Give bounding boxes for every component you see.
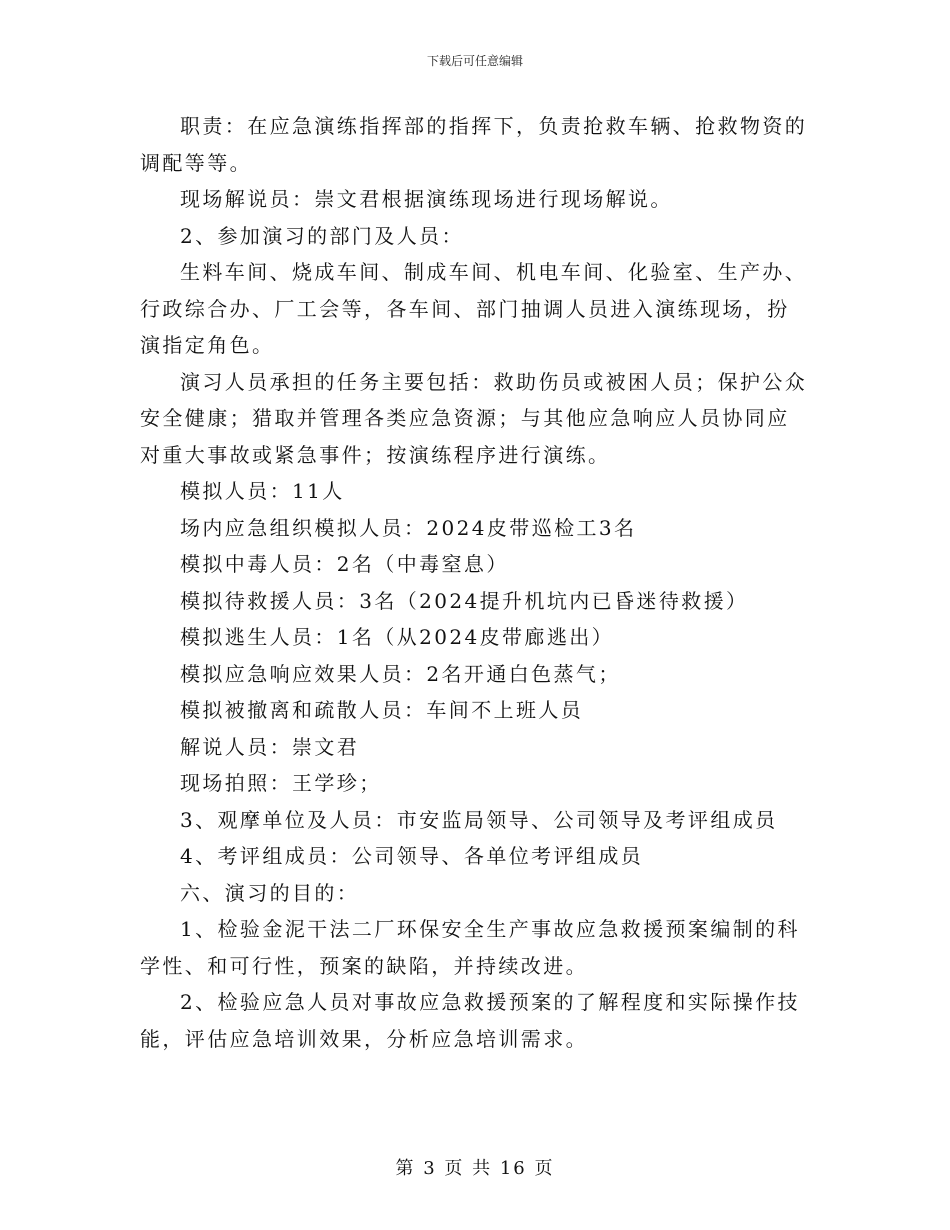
- paragraph-departments: 生料车间、烧成车间、制成车间、机电车间、化验室、生产办、行政综合办、厂工会等，各车间、部门抽调人员进入演练现场，扮演指定角色。: [140, 260, 808, 357]
- document-body: [140, 108, 808, 1057]
- paragraph-escape: 模拟逃生人员：1名（从2024皮带廊逃出）: [180, 625, 615, 649]
- paragraph-poisoned: 模拟中毒人员：2名（中毒窒息）: [180, 552, 509, 576]
- paragraph-observers: 3、观摩单位及人员：市安监局领导、公司领导及考评组成员: [180, 807, 778, 832]
- paragraph-tasks: 演习人员承担的任务主要包括：救助伤员或被困人员；保护公众安全健康；猎取并管理各类应急资源；与其他应急响应人员协同应对重大事故或紧急事件；按演练程序进行演练。: [140, 369, 808, 467]
- paragraph-onsite-simulation: 场内应急组织模拟人员：2024皮带巡检工3名: [180, 515, 637, 540]
- paragraph-awaiting-rescue: 模拟待救援人员：3名（2024提升机坑内已昏迷待救援）: [180, 588, 749, 613]
- paragraph-evacuation: 模拟被撤离和疏散人员：车间不上班人员: [180, 698, 584, 722]
- paragraph-evaluators: 4、考评组成员：公司领导、各单位考评组成员: [180, 844, 644, 868]
- paragraph-purpose-2: 2、检验应急人员对事故应急救援预案的了解程度和实际操作技能，评估应急培训效果，分析应急培训需求。: [140, 990, 800, 1051]
- paragraph-simulated-personnel: 模拟人员：11人: [180, 479, 345, 503]
- paragraph-purpose-1: 1、检验金泥干法二厂环保安全生产事故应急救援预案编制的科学性、和可行性，预案的缺陷，并持续改进。: [140, 917, 800, 978]
- paragraph-duties: 职责：在应急演练指挥部的指挥下，负责抢救车辆、抢救物资的调配等等。: [140, 114, 808, 175]
- paragraph-commentator: 解说人员：崇文君: [180, 734, 360, 759]
- page-header: 下载后可任意编辑: [426, 54, 523, 68]
- paragraph-participants-heading: 2、参加演习的部门及人员：: [180, 223, 464, 248]
- section-heading-purpose: 六、演习的目的：: [180, 880, 360, 905]
- paragraph-response-effect: 模拟应急响应效果人员：2名开通白色蒸气；: [180, 661, 621, 686]
- paragraph-narrator: 现场解说员：崇文君根据演练现场进行现场解说。: [180, 187, 673, 211]
- paragraph-photographer: 现场拍照：王学珍；: [180, 771, 382, 795]
- page-footer: 第 3 页 共 16 页: [395, 1158, 555, 1179]
